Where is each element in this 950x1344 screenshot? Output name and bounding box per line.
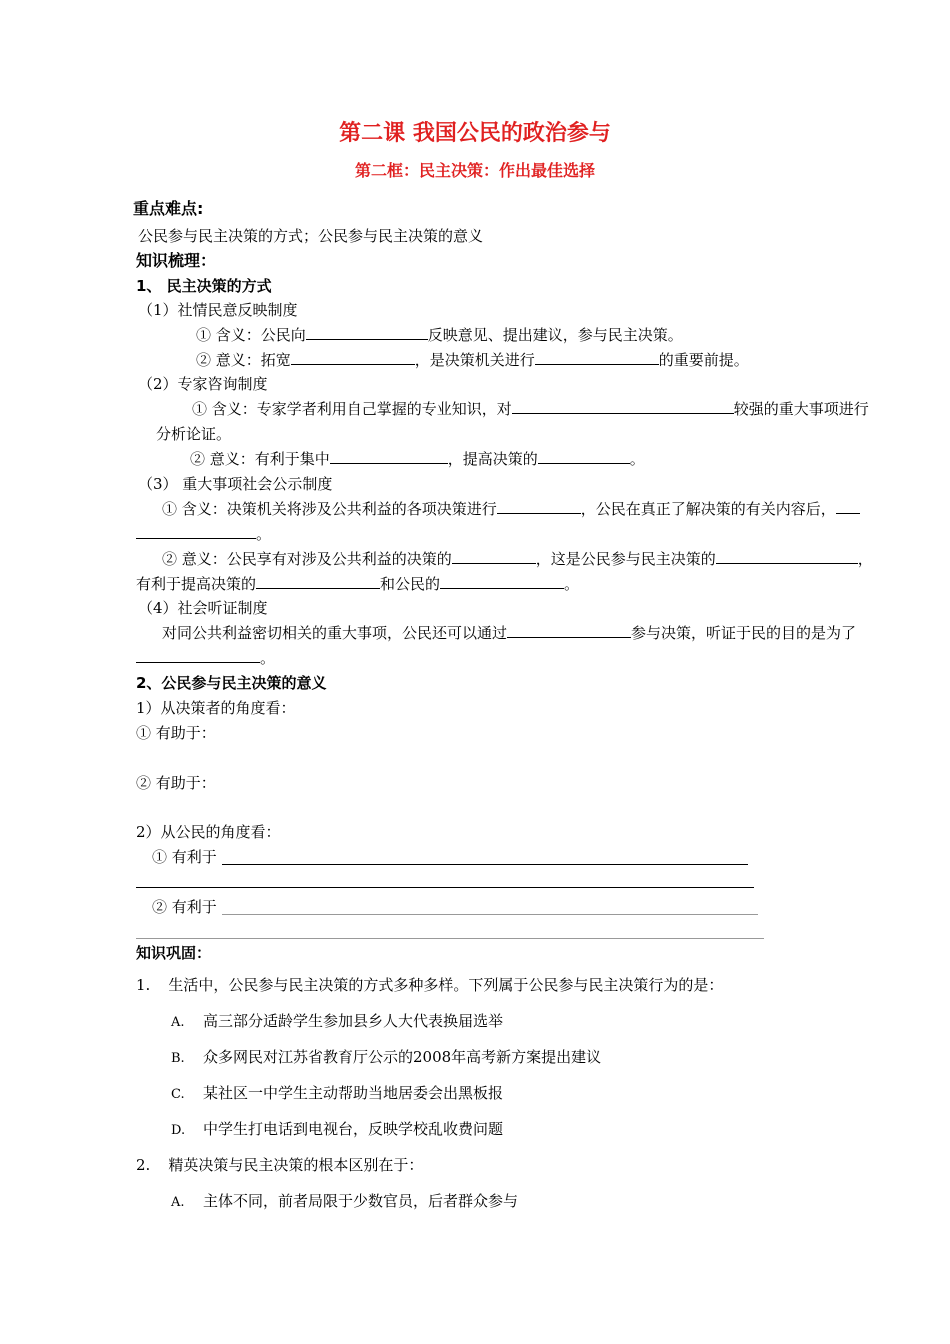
item-1-3b: ② 意义：公民享有对涉及公共利益的决策的 ，这是公民参与民主决策的 ， (162, 550, 873, 568)
option-text: 众多网民对江苏省教育厅公示的2008年高考新方案提出建议 (203, 1048, 602, 1066)
fill-blank[interactable] (538, 449, 630, 464)
section-1-heading: 1、 民主决策的方式 (136, 277, 272, 295)
question-text: 生活中，公民参与民主决策的方式多种多样。下列属于公民参与民主决策行为的是： (168, 976, 724, 994)
item-1-4a: 对同公共利益密切相关的重大事项，公民还可以通过 参与决策，听证于民的目的是为了 (162, 624, 857, 642)
item-2-2a: ① 有利于 (152, 848, 217, 866)
fill-blank[interactable] (291, 350, 415, 365)
fill-blank[interactable] (535, 350, 659, 365)
option-text: 某社区一中学生主动帮助当地居委会出黑板报 (203, 1084, 504, 1102)
option-letter: D. (171, 1123, 186, 1138)
fill-blank[interactable] (256, 574, 380, 589)
option-letter: A. (171, 1015, 185, 1030)
subsection-1-3: （3） 重大事项社会公示制度 (138, 475, 333, 493)
key-points-heading: 重点难点: (133, 199, 204, 218)
subsection-1-4: （4）社会听证制度 (138, 599, 268, 617)
question-number: 1. (136, 976, 151, 994)
subsection-1-2: （2）专家咨询制度 (138, 375, 268, 393)
knowledge-heading: 知识梳理： (136, 251, 217, 270)
item-1-2b: ② 意义：有利于集中 ，提高决策的 。 (190, 450, 645, 468)
question-1 (136, 975, 723, 995)
fill-blank[interactable] (136, 524, 256, 539)
item-1-3b-cont: 有利于提高决策的 和公民的 。 (136, 575, 580, 593)
fill-blank[interactable] (440, 574, 564, 589)
item-2-2b: ② 有利于 (152, 898, 217, 916)
subsection-2-1: 1）从决策者的角度看： (136, 699, 296, 717)
option-1c[interactable] (171, 1083, 503, 1105)
answer-line[interactable] (136, 887, 754, 888)
fill-blank[interactable] (330, 449, 448, 464)
item-2-1a: ① 有助于： (136, 724, 216, 742)
option-text: 中学生打电话到电视台，反映学校乱收费问题 (203, 1120, 504, 1138)
page-title: 第二课 我国公民的政治参与 (339, 120, 611, 146)
option-1a[interactable] (171, 1011, 503, 1033)
option-2a[interactable] (171, 1191, 518, 1213)
answer-line[interactable] (136, 938, 764, 939)
item-1-1b: ② 意义：拓宽 ，是决策机关进行 的重要前提。 (196, 351, 749, 369)
option-letter: B. (171, 1051, 185, 1066)
page-subtitle: 第二框：民主决策：作出最佳选择 (354, 161, 595, 180)
answer-line[interactable] (222, 914, 758, 915)
fill-blank[interactable] (507, 623, 631, 638)
item-1-2a: ① 含义：专家学者利用自己掌握的专业知识，对 较强的重大事项进行 (192, 400, 869, 418)
fill-blank[interactable] (512, 399, 734, 414)
fill-blank[interactable] (306, 325, 428, 340)
fill-blank[interactable] (452, 549, 536, 564)
option-letter: C. (171, 1087, 185, 1102)
item-1-2a-cont: 分析论证。 (156, 425, 232, 443)
question-number: 2. (136, 1156, 151, 1174)
item-1-3a-cont: 。 (136, 524, 271, 544)
practice-heading: 知识巩固： (136, 944, 212, 962)
option-1d[interactable] (171, 1119, 503, 1141)
fill-blank[interactable] (836, 499, 860, 514)
option-letter: A. (171, 1195, 185, 1210)
option-1b[interactable] (171, 1047, 601, 1069)
item-2-1b: ② 有助于： (136, 774, 216, 792)
key-points-text: 公民参与民主决策的方式；公民参与民主决策的意义 (138, 227, 484, 245)
fill-blank[interactable] (716, 549, 858, 564)
item-1-1a: ① 含义：公民向 反映意见、提出建议，参与民主决策。 (196, 326, 683, 344)
item-1-3a: ① 含义：决策机关将涉及公共利益的各项决策进行 ，公民在真正了解决策的有关内容后， (162, 499, 860, 519)
question-text: 精英决策与民主决策的根本区别在于： (168, 1156, 424, 1174)
option-text: 主体不同，前者局限于少数官员，后者群众参与 (203, 1192, 519, 1210)
fill-blank[interactable] (136, 648, 260, 663)
section-2-heading: 2、公民参与民主决策的意义 (136, 674, 327, 692)
subsection-1-1: （1）社情民意反映制度 (138, 301, 298, 319)
option-text: 高三部分适龄学生参加县乡人大代表换届选举 (203, 1012, 504, 1030)
answer-line[interactable] (222, 864, 748, 865)
fill-blank[interactable] (497, 499, 581, 514)
subsection-2-2: 2）从公民的角度看： (136, 823, 281, 841)
question-2 (136, 1155, 423, 1175)
item-1-4a-cont: 。 (136, 648, 275, 668)
